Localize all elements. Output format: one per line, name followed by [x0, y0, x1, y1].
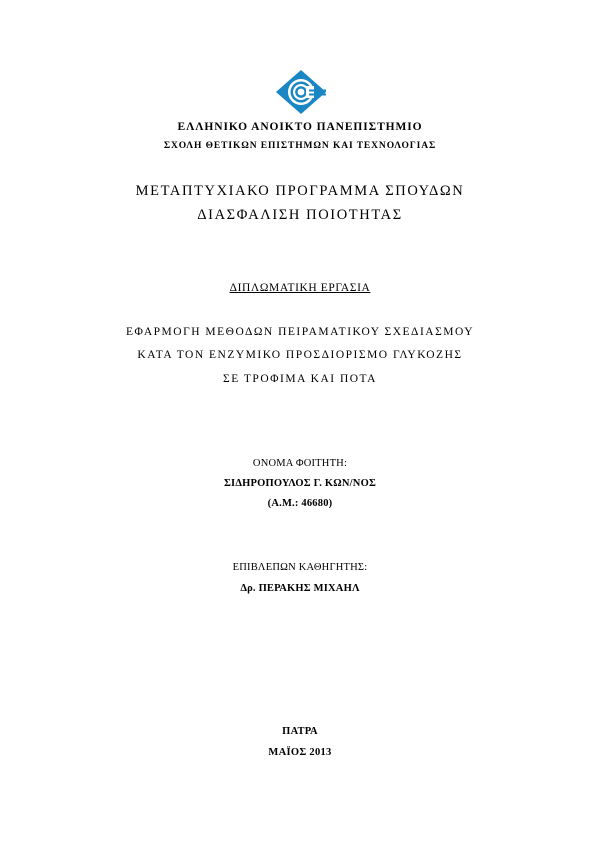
university-logo-icon — [276, 70, 326, 114]
student-label: ΟΝΟΜΑ ΦΟΙΤΗΤΗ: — [252, 458, 348, 469]
thesis-heading: ΔΙΠΛΩΜΑΤΙΚΗ ΕΡΓΑΣΙΑ — [229, 282, 371, 294]
student-id: (Α.Μ.: 46680) — [267, 498, 333, 509]
submission-date: ΜΑΪΟΣ 2013 — [268, 747, 332, 758]
thesis-title-line-3: ΣΕ ΤΡΟΦΙΜΑ ΚΑΙ ΠΟΤΑ — [223, 373, 377, 385]
supervisor-label: ΕΠΙΒΛΕΠΩΝ ΚΑΘΗΓΗΤΗΣ: — [232, 562, 368, 573]
program-subtitle: ΔΙΑΣΦΑΛΙΣΗ ΠΟΙΟΤΗΤΑΣ — [197, 207, 403, 223]
thesis-title-line-1: ΕΦΑΡΜΟΓΗ ΜΕΘΟΔΩΝ ΠΕΙΡΑΜΑΤΙΚΟΥ ΣΧΕΔΙΑΣΜΟΥ — [125, 326, 475, 338]
supervisor-name: Δρ. ΠΕΡΑΚΗΣ ΜΙΧΑΗΛ — [240, 583, 360, 594]
program-title: ΜΕΤΑΠΤΥΧΙΑΚΟ ΠΡΟΓΡΑΜΜΑ ΣΠΟΥΔΩΝ — [135, 183, 465, 199]
student-name: ΣΙΔΗΡΟΠΟΥΛΟΣ Γ. ΚΩΝ/ΝΟΣ — [223, 478, 377, 489]
thesis-title-line-2: ΚΑΤΑ ΤΟΝ ΕΝΖΥΜΙΚΟ ΠΡΟΣΔΙΟΡΙΣΜΟ ΓΛΥΚΟΖΗΣ — [137, 349, 463, 361]
school-name: ΣΧΟΛΗ ΘΕΤΙΚΩΝ ΕΠΙΣΤΗΜΩΝ ΚΑΙ ΤΕΧΝΟΛΟΓΙΑΣ — [163, 141, 437, 151]
city-name: ΠΑΤΡΑ — [282, 726, 318, 737]
institution-name: ΕΛΛΗΝΙΚΟ ΑΝΟΙΚΤΟ ΠΑΝΕΠΙΣΤΗΜΙΟ — [177, 121, 423, 133]
